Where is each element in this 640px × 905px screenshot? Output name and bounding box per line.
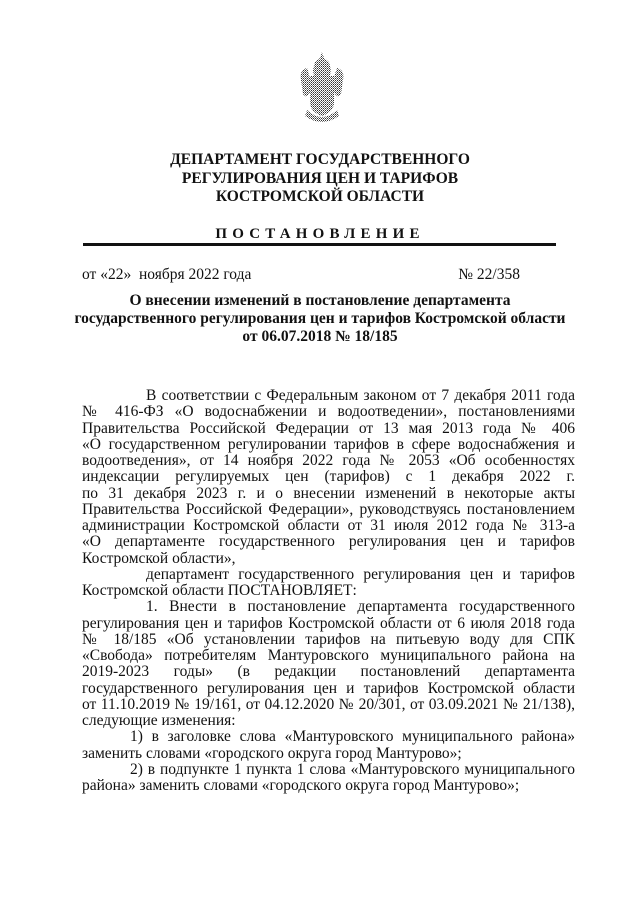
title-line: О внесении изменений в постановление департамента <box>129 292 511 309</box>
paragraph-line: Правительства Российской Федерации от 13 мая 2013 года № 406 <box>82 419 575 437</box>
paragraph-line: следующие изменения: <box>82 712 236 729</box>
title-line: от 06.07.2018 № 18/185 <box>242 328 398 345</box>
document-type: ПОСТАНОВЛЕНИЕ <box>215 226 425 242</box>
paragraph-line: 1. Внести в постановление департамента государственного <box>146 598 575 616</box>
paragraph-line: «О департаменте государственного регулирования цен и тарифов <box>82 533 575 551</box>
paragraph <box>82 729 575 762</box>
title-line: государственного регулирования цен и тарифов Костромской области <box>74 310 566 327</box>
paragraph-line: 2019-2023 годы» (в редакции постановлений департамента <box>82 663 575 681</box>
paragraph-line: «О государственном регулировании тарифов в сфере водоснабжения и <box>82 435 575 453</box>
paragraph-line: департамент государственного регулирования цен и тарифов <box>146 565 575 583</box>
paragraph-line: № 416-ФЗ «О водоснабжении и водоотведении», постановлениями <box>82 403 575 421</box>
paragraph <box>82 599 575 729</box>
paragraph-line: заменить словами «городского округа город Мантурово»; <box>82 744 462 762</box>
document-body <box>82 388 575 794</box>
department-name <box>0 151 640 207</box>
paragraph-line: от 11.10.2019 № 19/161, от 04.12.2020 № 20/301, от 03.09.2021 № 21/138), <box>82 695 575 713</box>
paragraph <box>82 762 575 795</box>
document-date: от «22» ноября 2022 года <box>82 266 252 283</box>
header-rule <box>83 243 556 246</box>
paragraph-line: Костромской области», <box>82 549 236 567</box>
paragraph-line: индексации регулируемых цен (тарифов) с 1 декабря 2022 г. <box>82 468 575 486</box>
department-name-line: РЕГУЛИРОВАНИЯ ЦЕН И ТАРИФОВ <box>181 169 459 187</box>
paragraph-line: района» заменить словами «городского округа город Мантурово»; <box>82 777 520 794</box>
paragraph-line: по 31 декабря 2023 г. и о внесении изменений в некоторые акты <box>82 484 575 502</box>
paragraph-line: 1) в заголовке слова «Мантуровского муниципального района» <box>130 728 575 746</box>
paragraph-line: администрации Костромской области от 31 июля 2012 года № 313-а <box>82 517 575 534</box>
department-name-line: ДЕПАРТАМЕНТ ГОСУДАРСТВЕННОГО <box>170 151 470 168</box>
paragraph-line: В соответствии с Федеральным законом от 7 декабря 2011 года <box>146 387 575 404</box>
paragraph-line: 2) в подпункте 1 пункта 1 слова «Мантуровского муниципального <box>130 760 575 778</box>
paragraph-line: Костромской области ПОСТАНОВЛЯЕТ: <box>82 582 357 599</box>
paragraph <box>82 567 575 600</box>
document-title <box>0 292 640 346</box>
department-name-line: КОСТРОМСКОЙ ОБЛАСТИ <box>215 188 425 205</box>
paragraph-line: № 18/185 «Об установлении тарифов на питьевую воду для СПК <box>82 630 575 648</box>
coat-of-arms-emblem <box>297 50 347 125</box>
paragraph <box>82 388 575 567</box>
paragraph-line: регулирования цен и тарифов Костромской области от 6 июля 2018 года <box>82 614 575 632</box>
paragraph-line: государственного регулирования цен и тарифов Костромской области <box>82 679 575 697</box>
document-number: № 22/358 <box>458 266 520 283</box>
paragraph-line: «Свобода» потребителям Мантуровского муниципального района на <box>82 647 575 664</box>
paragraph-line: водоотведения», от 14 ноября 2022 года № 2053 «Об особенностях <box>82 452 575 469</box>
paragraph-line: Правительства Российской Федерации», руководствуясь постановлением <box>82 500 575 518</box>
